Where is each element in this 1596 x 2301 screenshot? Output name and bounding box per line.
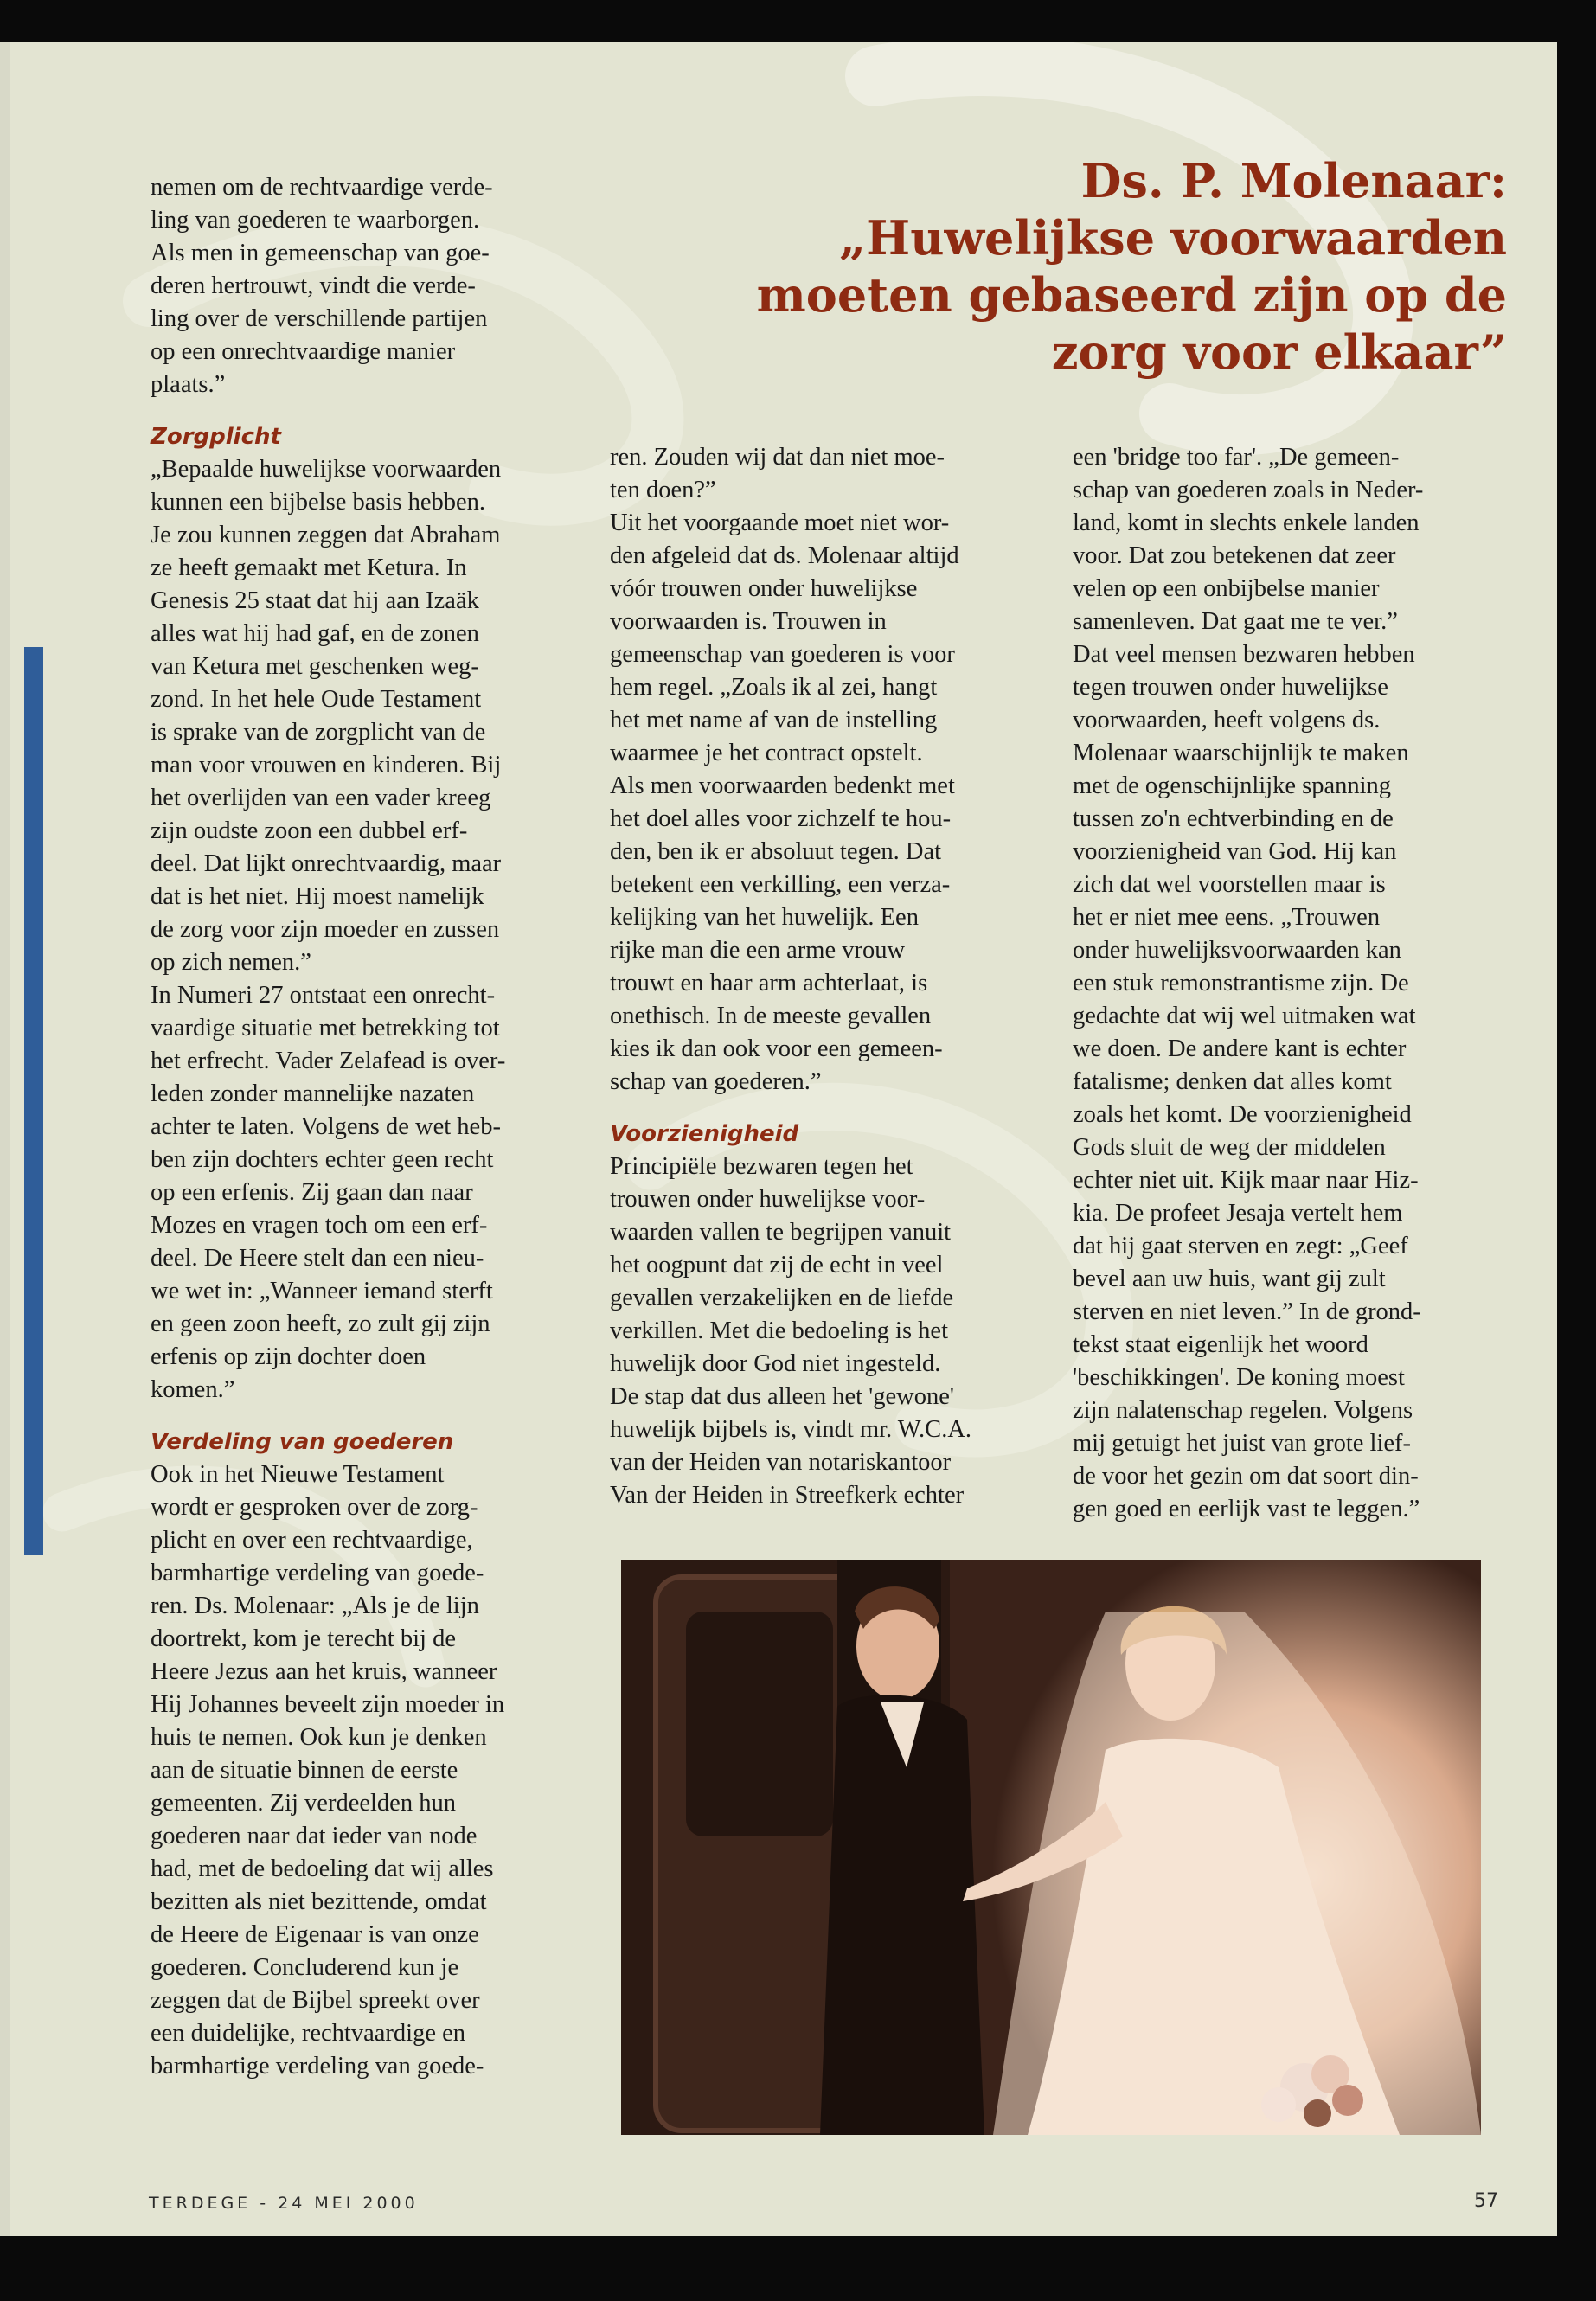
scan-border-right (1557, 0, 1596, 2301)
text-line: zijn oudste zoon een dubbel erf- (151, 817, 468, 844)
text-line: een duidelijke, rechtvaardige en (151, 2020, 465, 2047)
text-line: de Heere de Eigenaar is van onze (151, 1921, 479, 1948)
text-line: barmhartige verdeling van goede- (151, 1560, 484, 1586)
text-column-left (151, 171, 583, 2083)
text-line: is sprake van de zorgplicht van de (151, 719, 486, 746)
text-line: „Bepaalde huwelijkse voorwaarden (151, 456, 502, 483)
text-line: verkillen. Met die bedoeling is het (610, 1317, 948, 1344)
text-line: Dat veel mensen bezwaren hebben (1073, 641, 1415, 668)
text-line: schap van goederen.” (610, 1068, 822, 1095)
section-heading-voorzienigheid: Voorzienigheid (610, 1121, 799, 1147)
text-line: barmhartige verdeling van goede- (151, 2053, 484, 2080)
section-body-zorgplicht (151, 453, 583, 1407)
text-line: zoals het komt. De voorzienigheid (1073, 1101, 1412, 1128)
text-line: tekst staat eigenlijk het woord (1073, 1331, 1368, 1358)
text-line: Ook in het Nieuwe Testament (151, 1461, 445, 1488)
text-line: velen op een onbijbelse manier (1073, 575, 1380, 602)
text-line: leden zonder mannelijke nazaten (151, 1080, 475, 1107)
text-line: vaardige situatie met betrekking tot (151, 1015, 500, 1042)
headline-line: „Huwelijkse voorwaarden (839, 210, 1507, 266)
text-line: trouwen onder huwelijkse voor- (610, 1186, 926, 1213)
text-line: Uit het voorgaande moet niet wor- (610, 510, 950, 536)
text-line: het met name af van de instelling (610, 707, 938, 734)
text-line: doortrekt, kom je terecht bij de (151, 1625, 456, 1652)
text-line: ling van goederen te waarborgen. (151, 207, 480, 234)
text-line: sterven en niet leven.” In de grond- (1073, 1298, 1421, 1325)
text-line: huwelijk door God niet ingesteld. (610, 1350, 941, 1377)
text-line: zijn nalatenschap regelen. Volgens (1073, 1397, 1413, 1424)
publication-footer: TERDEGE - 24 MEI 2000 (149, 2194, 419, 2213)
wedding-photo-illustration (621, 1560, 1481, 2135)
text-line: In Numeri 27 ontstaat een onrecht- (151, 982, 496, 1009)
text-line: voor. Dat zou betekenen dat zeer (1073, 542, 1396, 569)
text-line: bezitten als niet bezittende, omdat (151, 1888, 487, 1915)
text-line: plicht en over een rechtvaardige, (151, 1527, 473, 1554)
text-line: rijke man die een arme vrouw (610, 937, 906, 964)
text-line: man voor vrouwen en kinderen. Bij (151, 752, 502, 779)
text-line: we doen. De andere kant is echter (1073, 1035, 1407, 1062)
magazine-page (10, 42, 1557, 2236)
text-line: gemeenschap van goederen is voor (610, 641, 955, 668)
text-line: Mozes en vragen toch om een erf- (151, 1212, 488, 1239)
text-line: voorzienigheid van God. Hij kan (1073, 838, 1397, 865)
scan-border-top (0, 0, 1596, 42)
text-line: samenleven. Dat gaat me te ver.” (1073, 608, 1398, 635)
text-line: fatalisme; denken dat alles komt (1073, 1068, 1392, 1095)
text-line: Als men in gemeenschap van goe- (151, 240, 490, 266)
text-line: op zich nemen.” (151, 949, 311, 976)
accent-bar (24, 647, 43, 1555)
text-line: kies ik dan ook voor een gemeen- (610, 1035, 943, 1062)
text-line: kelijking van het huwelijk. Een (610, 904, 919, 931)
text-line: de zorg voor zijn moeder en zussen (151, 916, 500, 943)
text-line: en geen zoon heeft, zo zult gij zijn (151, 1311, 490, 1337)
column-body (1073, 441, 1522, 1526)
section-heading-verdeling: Verdeling van goederen (151, 1429, 454, 1455)
text-line: mij getuigt het juist van grote lief- (1073, 1430, 1411, 1457)
text-line: een stuk remonstrantisme zijn. De (1073, 970, 1409, 997)
text-line: zond. In het hele Oude Testament (151, 686, 482, 713)
text-line: land, komt in slechts enkele landen (1073, 510, 1420, 536)
scan-border-left (0, 42, 10, 2236)
text-line: voorwaarden is. Trouwen in (610, 608, 887, 635)
text-line: gen goed en eerlijk vast te leggen.” (1073, 1496, 1420, 1522)
text-line: zich dat wel voorstellen maar is (1073, 871, 1386, 898)
text-line: nemen om de rechtvaardige verde- (151, 174, 493, 201)
text-line: betekent een verkilling, een verza- (610, 871, 951, 898)
text-line: voorwaarden, heeft volgens ds. (1073, 707, 1381, 734)
headline-line: moeten gebaseerd zijn op de (756, 267, 1507, 323)
text-line: onethisch. In de meeste gevallen (610, 1003, 932, 1029)
text-line: achter te laten. Volgens de wet heb- (151, 1113, 501, 1140)
text-line: schap van goederen zoals in Neder- (1073, 477, 1424, 503)
text-line: gedachte dat wij wel uitmaken wat (1073, 1003, 1416, 1029)
wedding-photo (621, 1560, 1481, 2135)
text-line: tussen zo'n echtverbinding en de (1073, 805, 1394, 832)
text-line: het overlijden van een vader kreeg (151, 785, 491, 811)
section-heading-zorgplicht: Zorgplicht (151, 424, 281, 450)
text-line: tegen trouwen onder huwelijkse (1073, 674, 1388, 701)
text-line: huwelijk bijbels is, vindt mr. W.C.A. (610, 1416, 972, 1443)
text-line: goederen naar dat ieder van node (151, 1823, 478, 1849)
text-line: Van der Heiden in Streefkerk echter (610, 1482, 965, 1509)
text-line: van Ketura met geschenken weg- (151, 653, 479, 680)
text-line: een 'bridge too far'. „De gemeen- (1073, 444, 1400, 471)
text-column-right (1073, 441, 1522, 1526)
text-line: Heere Jezus aan het kruis, wanneer (151, 1658, 497, 1685)
text-line: dat is het niet. Hij moest namelijk (151, 883, 484, 910)
text-line: De stap dat dus alleen het 'gewone' (610, 1383, 955, 1410)
text-line: huis te nemen. Ook kun je denken (151, 1724, 487, 1751)
text-line: op een onrechtvaardige manier (151, 338, 456, 365)
text-line: Principiële bezwaren tegen het (610, 1153, 913, 1180)
text-line: aan de situatie binnen de eerste (151, 1757, 458, 1784)
text-line: Genesis 25 staat dat hij aan Izaäk (151, 587, 479, 614)
text-line: 'beschikkingen'. De koning moest (1073, 1364, 1405, 1391)
column-intro (151, 171, 583, 401)
text-line: waarden vallen te begrijpen vanuit (610, 1219, 952, 1246)
section-body-voorzienigheid (610, 1150, 1042, 1512)
text-line: plaats.” (151, 371, 226, 398)
text-line: trouwt en haar arm achterlaat, is (610, 970, 928, 997)
section-body-verdeling (151, 1458, 583, 2083)
text-line: gevallen verzakelijken en de liefde (610, 1285, 954, 1311)
text-line: de voor het gezin om dat soort din- (1073, 1463, 1419, 1490)
text-line: het doel alles voor zichzelf te hou- (610, 805, 952, 832)
text-line: ten doen?” (610, 477, 716, 503)
article-headline (746, 152, 1507, 381)
text-line: het oogpunt dat zij de echt in veel (610, 1252, 944, 1279)
text-line: komen.” (151, 1376, 235, 1403)
text-line: waarmee je het contract opstelt. (610, 740, 923, 766)
text-line: deel. De Heere stelt dan een nieu- (151, 1245, 484, 1272)
text-line: had, met de bedoeling dat wij alles (151, 1856, 494, 1882)
text-line: met de ogenschijnlijke spanning (1073, 772, 1392, 799)
text-line: kia. De profeet Jesaja vertelt hem (1073, 1200, 1403, 1227)
text-line: deel. Dat lijkt onrechtvaardig, maar (151, 850, 502, 877)
text-line: deren hertrouwt, vindt die verde- (151, 272, 476, 299)
text-line: Als men voorwaarden bedenkt met (610, 772, 955, 799)
text-line: ze heeft gemaakt met Ketura. In (151, 554, 467, 581)
text-line: vóór trouwen onder huwelijkse (610, 575, 918, 602)
text-line: Molenaar waarschijnlijk te maken (1073, 740, 1409, 766)
text-line: hem regel. „Zoals ik al zei, hangt (610, 674, 938, 701)
text-line: erfenis op zijn dochter doen (151, 1343, 426, 1370)
text-line: den afgeleid dat ds. Molenaar altijd (610, 542, 959, 569)
scan-border-bottom (0, 2236, 1596, 2301)
text-column-middle (610, 441, 1042, 1512)
text-line: wordt er gesproken over de zorg- (151, 1494, 478, 1521)
text-line: op een erfenis. Zij gaan dan naar (151, 1179, 473, 1206)
text-line: ben zijn dochters echter geen recht (151, 1146, 494, 1173)
text-line: echter niet uit. Kijk maar naar Hiz- (1073, 1167, 1419, 1194)
text-line: het er niet mee eens. „Trouwen (1073, 904, 1381, 931)
page-number: 57 (1474, 2190, 1498, 2212)
text-line: bevel aan uw huis, want gij zult (1073, 1266, 1386, 1292)
text-line: goederen. Concluderend kun je (151, 1954, 459, 1981)
column-body (610, 441, 1042, 1099)
text-line: ren. Ds. Molenaar: „Als je de lijn (151, 1593, 479, 1619)
text-line: dat hij gaat sterven en zegt: „Geef (1073, 1233, 1408, 1259)
text-line: ling over de verschillende partijen (151, 305, 488, 332)
headline-line: zorg voor elkaar” (1051, 324, 1507, 380)
text-line: Gods sluit de weg der middelen (1073, 1134, 1386, 1161)
text-line: den, ben ik er absoluut tegen. Dat (610, 838, 942, 865)
text-line: Hij Johannes beveelt zijn moeder in (151, 1691, 505, 1718)
headline-line: Ds. P. Molenaar: (1080, 153, 1507, 208)
text-line: van der Heiden van notariskantoor (610, 1449, 952, 1476)
text-line: het erfrecht. Vader Zelafead is over- (151, 1048, 506, 1074)
text-line: we wet in: „Wanneer iemand sterft (151, 1278, 493, 1304)
text-line: gemeenten. Zij verdeelden hun (151, 1790, 456, 1817)
text-line: Je zou kunnen zeggen dat Abraham (151, 522, 501, 548)
text-line: ren. Zouden wij dat dan niet moe- (610, 444, 945, 471)
text-line: kunnen een bijbelse basis hebben. (151, 489, 486, 516)
text-line: onder huwelijksvoorwaarden kan (1073, 937, 1401, 964)
text-line: zeggen dat de Bijbel spreekt over (151, 1987, 480, 2014)
text-line: alles wat hij had gaf, en de zonen (151, 620, 479, 647)
